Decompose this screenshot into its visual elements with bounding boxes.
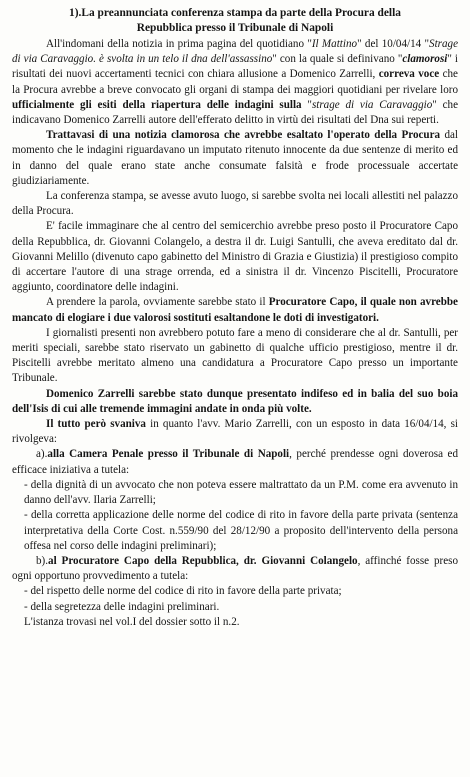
p8-bold: Il tutto però svaniva: [46, 418, 146, 431]
p1-text-c: " con la quale si definivano ": [272, 53, 403, 66]
item-b-text: , affinché fosse preso ogni opportuno provvedimento a tutela:: [12, 554, 458, 583]
paragraph-1: [12, 37, 458, 128]
document-title: [12, 6, 458, 36]
p1-text-a: All'indomani della notizia in prima pagina del quotidiano ": [46, 38, 312, 50]
headline-quote: Strage di via Caravaggio. è svolta in un telo il dna dell'assassino: [12, 38, 458, 66]
p8-text: in quanto l'avv. Mario Zarrelli, con un esposto in data 16/04/14, si rivolgeva:: [12, 418, 458, 446]
list-item-a-sub-2: - della corretta applicazione delle norme del codice di rito in favore della parte privata (sentenza interpretativa della Corte Cost. n.559/90 del 28/12/90 a proposito dell'intervento della persona offesa nel corso delle indagini preliminari);: [24, 509, 458, 552]
p1-text-g: " che indicavano Domenico Zarrelli autore dell'efferato delitto in virtù dei risultati del Dna sui reperti.: [12, 98, 458, 127]
p1-bold-official: ufficialmente gli esiti della riapertura delle indagini sulla: [12, 98, 302, 111]
p1-text-b: " del 10/04/14 ": [357, 38, 430, 50]
paragraph-3: La conferenza stampa, se avesse avuto luogo, si sarebbe svolta nei locali allestiti nel palazzo della Procura.: [12, 190, 458, 218]
title-line-2: Repubblica presso il Tribunale di Napoli: [136, 22, 334, 34]
strage-quote: strage di via Caravaggio: [311, 98, 433, 111]
paragraph-7: [12, 387, 458, 417]
paragraph-8: [12, 417, 458, 447]
item-b-bold: al Procuratore Capo della Repubblica, dr. Giovanni Colangelo: [48, 554, 358, 567]
paragraph-2: [12, 128, 458, 189]
list-item-b-sub-2: - della segretezza delle indagini preliminari.: [24, 600, 220, 613]
list-item-a-sub-1: - della dignità di un avvocato che non poteva essere maltrattato da un P.M. come era avvenuto in danno dell'avv. Ilaria Zarrelli;: [24, 478, 458, 507]
list-item-b-sub-1: - del rispetto delle norme del codice di rito in favore della parte privata;: [24, 585, 342, 598]
p1-text-d: " i risultati dei nuovi accertamenti tecnici con chiara allusione a Domenico Zarrelli,: [12, 53, 459, 81]
paragraph-5: [12, 295, 458, 325]
clamorosi-word: clamorosi: [402, 53, 448, 66]
list-item-b: [12, 554, 458, 584]
p2-text: dal momento che le indagini riguardavano un imputato ritenuto innocente da due sentenze di merito ed in danno del quale erano state anche consumate falsità e frode processuale accertate giudiziariamente.: [12, 129, 458, 187]
item-a-bold: alla Camera Penale presso il Tribunale di Napoli: [47, 448, 290, 461]
list-item-a: [12, 447, 458, 477]
item-b-marker: b).: [36, 554, 49, 567]
p1-text-e: che la Procura avrebbe a breve convocato gli organi di stampa dei maggiori quotidiani per rivelare loro: [12, 68, 458, 96]
p7-bold: Domenico Zarrelli sarebbe stato dunque presentato indifeso ed in balia del suo boia dell'Isis di cui alle tremende immagini andate in onda più volte.: [12, 387, 458, 415]
p5-bold: Procuratore Capo, il quale non avrebbe mancato di elogiare i due valorosi sostituti esaltandone le doti di investigatori.: [12, 296, 458, 324]
paragraph-4: E' facile immaginare che al centro del semicerchio avrebbe preso posto il Procuratore Capo della Repubblica, dr. Giovanni Colangelo, a destra il dr. Luigi Santulli, che aveva ereditato dal dr. Giovanni Melillo (divenuto capo gabinetto del Ministro di Grazia e Giustizia) il prestigioso compito di accertare l'autore di una strage orrenda, ed a sinistra il dr. Vincenzo Piscitelli, Procuratore aggiunto, coordinatore delle indagini.: [12, 220, 458, 294]
correva-voce: correva voce: [378, 68, 440, 81]
item-a-text: , perché prendesse ogni doverosa ed efficace iniziativa a tutela:: [12, 448, 458, 476]
newspaper-name: Il Mattino: [311, 38, 358, 50]
paragraph-6: I giornalisti presenti non avrebbero potuto fare a meno di considerare che al dr. Santulli, per meriti speciali, sarebbe stato riservato un gabinetto di qualche ufficio prestigioso, mentre il dr. Piscitelli avrebbe meritato almeno una candidatura a Procuratore Capo presso un importante Tribunale.: [12, 326, 458, 385]
dossier-note: L'istanza trovasi nel vol.I del dossier sotto il n.2.: [24, 615, 240, 628]
p1-text-f: ": [301, 98, 312, 111]
p2-bold: Trattavasi di una notizia clamorosa che avrebbe esaltato l'operato della Procura: [46, 129, 441, 142]
item-a-marker: a).: [36, 448, 48, 461]
title-line-1: 1).La preannunciata conferenza stampa da parte della Procura della: [69, 7, 401, 19]
p5-text: A prendere la parola, ovviamente sarebbe stato il: [46, 296, 269, 309]
